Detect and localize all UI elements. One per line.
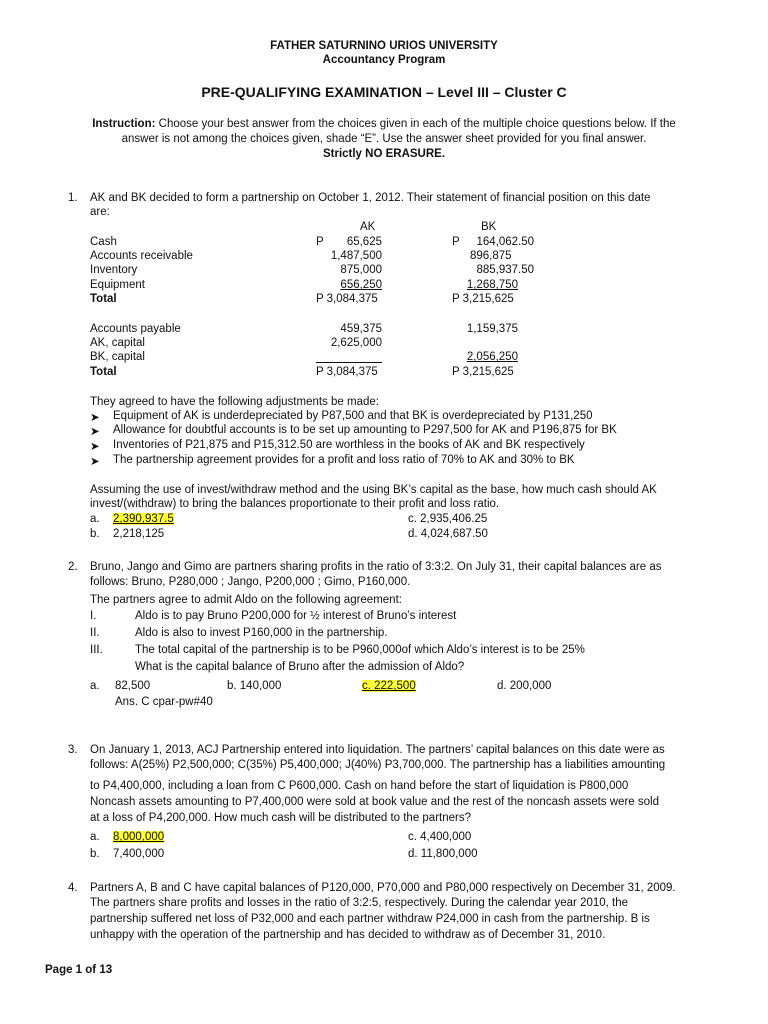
choice-letter: b. — [90, 848, 100, 860]
q1-col-ak: AK — [360, 221, 376, 233]
q2-line-1: Bruno, Jango and Gimo are partners sharing profits in the ratio of 3:3:2. On July 31, their capital balances are as — [90, 561, 662, 573]
q1-question-line-1: Assuming the use of invest/withdraw method and the using BK’s capital as the base, how much cash should AK — [90, 484, 657, 496]
asset-label: Accounts receivable — [90, 250, 193, 262]
q3-line: to P4,400,000, including a loan from C P600,000. Cash on hand before the start of liquidation is P800,000 — [90, 780, 629, 792]
q2-answer-note: Ans. C cpar-pw#40 — [115, 696, 213, 708]
q1-adjustment: Equipment of AK is underdepreciated by P87,500 and that BK is overdepreciated by P131,250 — [113, 410, 593, 422]
liab-label: Accounts payable — [90, 323, 181, 335]
q1-adjustment: The partnership agreement provides for a profit and loss ratio of 70% to AK and 30% to BK — [113, 454, 575, 466]
choice-d: d. 4,024,687.50 — [408, 528, 488, 540]
q4-line: The partners share profits and losses in the ratio of 3:2:5, respectively. During the calendar year 2010, the — [90, 897, 629, 909]
q2-item-text: Aldo is to pay Bruno P200,000 for ½ interest of Bruno’s interest — [135, 610, 457, 622]
q1-adjustment: Inventories of P21,875 and P15,312.50 are worthless in the books of AK and BK respectively — [113, 439, 585, 451]
asset-bk-peso: P — [452, 236, 460, 248]
asset-ak-value: 656,250 — [340, 279, 382, 291]
q4-line: partnership suffered net loss of P32,000 and each partner withdraw P24,000 in cash from the partnership. B is — [90, 913, 650, 925]
instruction-line-2: answer is not among the choices given, shade “E”. Use the answer sheet provided for you final answer. — [121, 133, 647, 145]
choice-b: b. 140,000 — [227, 680, 282, 692]
exam-title: PRE-QUALIFYING EXAMINATION – Level III – Cluster C — [201, 84, 567, 100]
arrow-bullet-icon: ➤ — [90, 412, 100, 424]
choice-b: 7,400,000 — [113, 848, 165, 860]
q1-adjust-intro: They agreed to have the following adjustments be made: — [90, 396, 379, 408]
q2-item-text: Aldo is also to invest P160,000 in the partnership. — [135, 627, 388, 639]
q2-line-2: follows: Bruno, P280,000 ; Jango, P200,000 ; Gimo, P160,000. — [90, 576, 411, 588]
q1-line-2: are: — [90, 206, 110, 218]
q1-col-bk: BK — [481, 221, 497, 233]
q1-line-1: AK and BK decided to form a partnership on October 1, 2012. Their statement of financial position on this date — [90, 192, 651, 204]
choice-letter: b. — [90, 528, 100, 540]
choice-letter: a. — [90, 513, 100, 525]
q2-number: 2. — [68, 561, 78, 573]
q2-line-3: The partners agree to admit Aldo on the following agreement: — [90, 594, 402, 606]
asset-label: Equipment — [90, 279, 145, 291]
choice-d: d. 200,000 — [497, 680, 552, 692]
choice-b: 2,218,125 — [113, 528, 165, 540]
choice-d: d. 11,800,000 — [408, 848, 478, 860]
liab-total-ak: P 3,084,375 — [316, 366, 378, 378]
liab-label: AK, capital — [90, 337, 145, 349]
asset-bk-value: 896,875 — [470, 250, 512, 262]
choice-a: 82,500 — [115, 680, 151, 692]
q2-question: What is the capital balance of Bruno after the admission of Aldo? — [135, 661, 465, 673]
choice-letter: a. — [90, 831, 100, 843]
q1-number: 1. — [68, 192, 78, 204]
choice-c: c. 2,935,406.25 — [408, 513, 488, 525]
instruction-line-3: Strictly NO ERASURE. — [322, 148, 446, 160]
liab-bk-value: 1,159,375 — [466, 323, 518, 335]
choice-letter: a. — [90, 680, 100, 692]
arrow-bullet-icon: ➤ — [90, 426, 100, 438]
q3-line: Noncash assets amounting to P7,400,000 were sold at book value and the rest of the noncash assets were sold — [90, 796, 659, 808]
q1-question-line-2: invest/(withdraw) to bring the balances proportionate to their profit and loss ratio. — [90, 498, 500, 510]
instruction-label: Instruction: — [92, 118, 156, 130]
asset-total-label: Total — [90, 293, 117, 305]
asset-bk-value: 164,062.50 — [476, 236, 534, 248]
choice-c: c. 4,400,000 — [408, 831, 472, 843]
asset-total-bk: P 3,215,625 — [452, 293, 514, 305]
q4-line: unhappy with the operation of the partnership and has decided to withdraw as of December 31, 2010. — [90, 929, 606, 941]
liab-label: BK, capital — [90, 351, 145, 363]
q2-item-roman: III. — [90, 644, 103, 656]
asset-bk-value: 1,268,750 — [466, 279, 518, 291]
asset-ak-value: 1,487,500 — [330, 250, 382, 262]
liab-bk-value: 2,056,250 — [466, 351, 518, 363]
choice-a-answer: 2,390,937.5 — [113, 513, 174, 525]
q2-item-roman: II. — [90, 627, 100, 639]
q3-line: at a loss of P4,200,000. How much cash will be distributed to the partners? — [90, 812, 471, 824]
q1-adjustment: Allowance for doubtful accounts is to be set up amounting to P297,500 for AK and P196,875 for BK — [113, 424, 617, 436]
program-name: Accountancy Program — [322, 54, 446, 66]
asset-ak-peso: P — [316, 236, 324, 248]
q2-item-roman: I. — [90, 610, 97, 622]
university-name: FATHER SATURNINO URIOS UNIVERSITY — [270, 40, 498, 52]
asset-ak-value: 65,625 — [346, 236, 382, 248]
choice-c-answer: c. 222,500 — [362, 680, 416, 692]
liab-ak-value: 459,375 — [340, 323, 382, 335]
arrow-bullet-icon: ➤ — [90, 456, 100, 468]
q3-line: On January 1, 2013, ACJ Partnership entered into liquidation. The partners’ capital balances on this date were as — [90, 744, 665, 756]
q3-number: 3. — [68, 744, 78, 756]
asset-ak-value: 875,000 — [340, 264, 382, 276]
instruction-line-1 — [0, 118, 768, 130]
q4-line: Partners A, B and C have capital balances of P120,000, P70,000 and P80,000 respectively on December 31, 2009. — [90, 882, 676, 894]
choice-a-answer: 8,000,000 — [113, 831, 165, 843]
q2-item-text: The total capital of the partnership is to be P960,000of which Aldo’s interest is to be 25% — [135, 644, 585, 656]
arrow-bullet-icon: ➤ — [90, 441, 100, 453]
asset-label: Cash — [90, 236, 117, 248]
asset-total-ak: P 3,084,375 — [316, 293, 378, 305]
q4-number: 4. — [68, 882, 78, 894]
asset-bk-value: 885,937.50 — [476, 264, 534, 276]
instruction-text-1: Choose your best answer from the choices given in each of the multiple choice questions below. If the — [158, 118, 676, 130]
liab-ak-value: 2,625,000 — [330, 337, 382, 349]
liab-ak-underline — [316, 350, 382, 363]
q3-line: follows: A(25%) P2,500,000; C(35%) P5,400,000; J(40%) P3,700,000. The partnership has a liabilities amounting — [90, 759, 666, 771]
page-number: Page 1 of 13 — [45, 964, 113, 976]
liab-total-label: Total — [90, 366, 117, 378]
liab-total-bk: P 3,215,625 — [452, 366, 514, 378]
asset-label: Inventory — [90, 264, 138, 276]
